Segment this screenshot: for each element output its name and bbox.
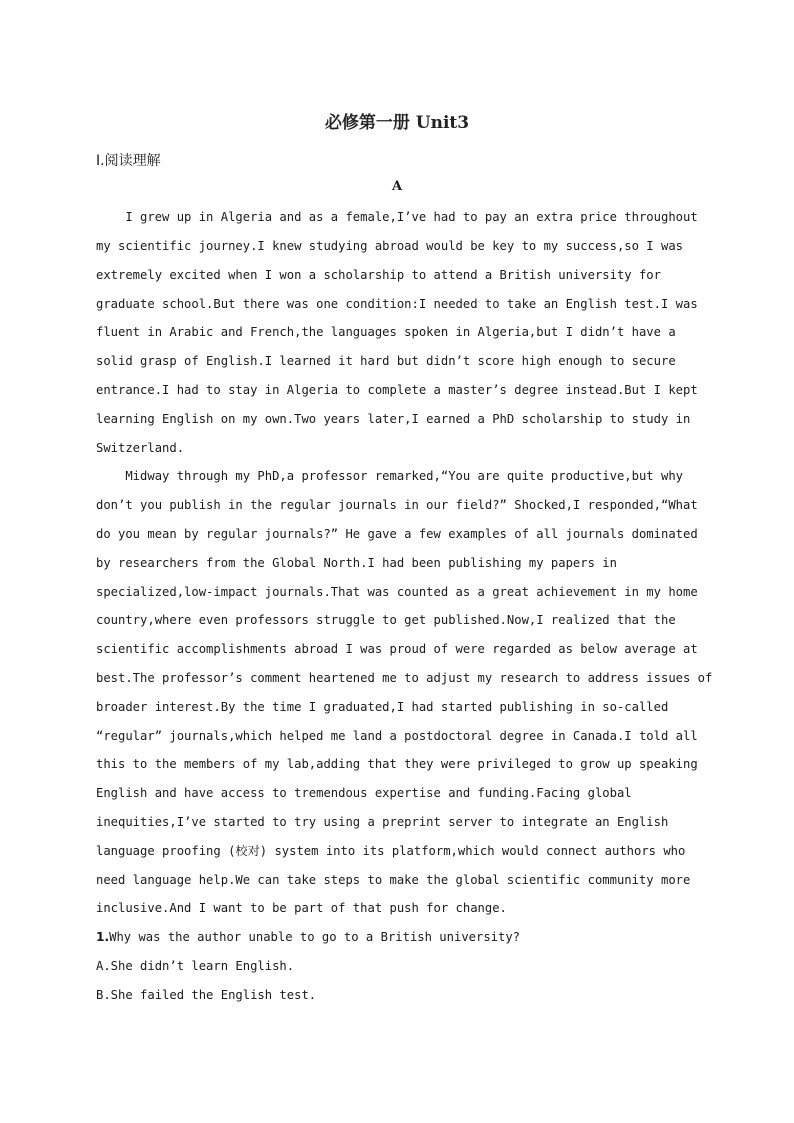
passage-line: country,where even professors struggle to get published.Now,I realized that the xyxy=(96,613,676,627)
passage-line: broader interest.By the time I graduated,I had started publishing in so-called xyxy=(96,700,669,714)
passage-line: solid grasp of English.I learned it hard but didn’t score high enough to secure xyxy=(96,354,676,368)
passage-line: graduate school.But there was one condition:I needed to take an English test.I was xyxy=(96,297,698,311)
passage-label: A xyxy=(391,179,403,194)
passage-line: language proofing (校对) system into its platform,which would connect authors who xyxy=(96,844,686,858)
passage-line: specialized,low-impact journals.That was counted as a great achievement in my home xyxy=(96,585,698,599)
passage-line: inequities,I’ve started to try using a preprint server to integrate an English xyxy=(96,815,669,829)
passage-line: this to the members of my lab,adding that they were privileged to grow up speaking xyxy=(96,757,698,771)
passage-line: don’t you publish in the regular journals in our field?” Shocked,I responded,“What xyxy=(96,498,698,512)
question-1 xyxy=(96,929,520,945)
passage-line: Midway through my PhD,a professor remarked,“You are quite productive,but why xyxy=(96,469,683,483)
passage-line: by researchers from the Global North.I had been publishing my papers in xyxy=(96,556,617,570)
passage-line: my scientific journey.I knew studying abroad would be key to my success,so I was xyxy=(96,239,683,253)
passage-line: best.The professor’s comment heartened me to adjust my research to address issues of xyxy=(96,671,713,685)
question-text: Why was the author unable to go to a British university? xyxy=(109,930,521,944)
passage-line: learning English on my own.Two years later,I earned a PhD scholarship to study in xyxy=(96,412,691,426)
passage-line: fluent in Arabic and French,the languages spoken in Algeria,but I didn’t have a xyxy=(96,325,676,339)
passage-line: scientific accomplishments abroad I was proud of were regarded as below average at xyxy=(96,642,698,656)
page-title: 必修第一册 Unit3 xyxy=(324,113,470,133)
question-number: 1. xyxy=(96,930,110,944)
passage-line: do you mean by regular journals?” He gave a few examples of all journals dominated xyxy=(96,527,698,541)
passage-line: need language help.We can take steps to make the global scientific community more xyxy=(96,873,691,887)
passage-line: Switzerland. xyxy=(96,441,185,455)
passage-line: inclusive.And I want to be part of that push for change. xyxy=(96,901,507,915)
passage-line: I grew up in Algeria and as a female,I’ve had to pay an extra price throughout xyxy=(96,210,698,224)
section-heading: Ⅰ.阅读理解 xyxy=(96,153,161,169)
passage-line: extremely excited when I won a scholarship to attend a British university for xyxy=(96,268,661,282)
answer-option-b: B.She failed the English test. xyxy=(96,988,317,1002)
answer-option-a: A.She didn’t learn English. xyxy=(96,959,295,973)
passage-line: English and have access to tremendous expertise and funding.Facing global xyxy=(96,786,632,800)
passage-line: entrance.I had to stay in Algeria to complete a master’s degree instead.But I kept xyxy=(96,383,698,397)
passage-line: “regular” journals,which helped me land a postdoctoral degree in Canada.I told all xyxy=(96,729,698,743)
